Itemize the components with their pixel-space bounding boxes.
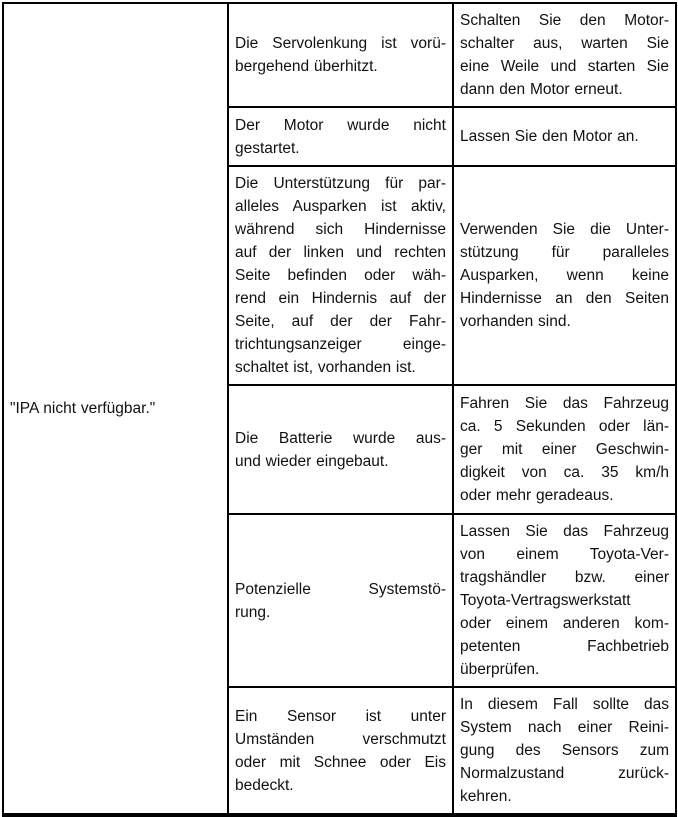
- text-line: Lassen Sie das Fahrzeug: [460, 523, 669, 540]
- text-line: petenten Fachbetrieb: [460, 638, 669, 655]
- solution-cell-3: [453, 166, 676, 385]
- troubleshooting-table: [2, 2, 677, 817]
- text-line: gestartet.: [235, 139, 300, 157]
- text-line: rung.: [235, 603, 271, 621]
- cause-cell-2: [228, 107, 453, 166]
- text-line: ger mit einer Geschwin-: [460, 441, 669, 458]
- text-line: Der Motor wurde nicht: [235, 116, 446, 134]
- text-line: Fahren Sie das Fahrzeug: [460, 395, 669, 412]
- text-line: oder mit Schnee oder Eis: [235, 753, 446, 771]
- solution-cell-6: [453, 687, 676, 815]
- text-line: auf der linken und rechten: [235, 244, 446, 261]
- text-line: Potenzielle Systemstö-: [235, 580, 446, 598]
- text-line: Hindernisse an den Seiten: [460, 290, 669, 307]
- text-line: bedeckt.: [235, 776, 294, 794]
- solution-cell-4: [453, 385, 676, 514]
- message-cell: [3, 3, 228, 815]
- text-line: ca. 5 Sekunden oder län-: [460, 418, 669, 435]
- text-line: tragshändler bzw. einer: [460, 569, 669, 586]
- text-line: Lassen Sie den Motor an.: [460, 128, 639, 145]
- text-line: System nach einer Reini-: [460, 719, 669, 736]
- text-line: oder einem anderen kom-: [460, 615, 669, 632]
- text-line: bergehend überhitzt.: [235, 58, 378, 75]
- text-line: rend ein Hindernis auf der: [235, 290, 446, 307]
- text-line: Seite, auf der der Fahr-: [235, 313, 446, 330]
- text-line: Toyota-Vertragswerkstatt: [460, 592, 631, 609]
- text-line: und wieder eingebaut.: [235, 452, 389, 470]
- text-line: gung des Sensors zum: [460, 742, 669, 759]
- table-row: [3, 3, 676, 107]
- text-line: vorhanden sind.: [460, 313, 571, 330]
- text-line: dann den Motor erneut.: [460, 81, 623, 98]
- text-line: von einem Toyota-Ver-: [460, 546, 669, 563]
- text-line: schalter aus, warten Sie: [460, 35, 669, 52]
- text-line: Die Unterstützung für par-: [235, 175, 446, 192]
- cause-cell-3: [228, 166, 453, 385]
- text-line: alleles Ausparken ist aktiv,: [235, 198, 446, 215]
- cause-cell-4: [228, 385, 453, 514]
- text-line: Umständen verschmutzt: [235, 730, 446, 748]
- text-line: digkeit von ca. 35 km/h: [460, 464, 669, 481]
- solution-cell-2: [453, 107, 676, 166]
- display-message: "IPA nicht verfügbar.": [10, 400, 156, 417]
- text-line: kehren.: [460, 788, 512, 805]
- solution-cell-5: [453, 514, 676, 687]
- manual-page: [0, 2, 678, 811]
- text-line: Schalten Sie den Motor-: [460, 12, 669, 29]
- text-line: Seite befinden oder wäh-: [235, 267, 446, 284]
- text-line: trichtungsanzeiger einge-: [235, 336, 446, 353]
- cause-cell-1: [228, 3, 453, 107]
- text-line: Normalzustand zurück-: [460, 765, 669, 782]
- cause-cell-6: [228, 687, 453, 815]
- text-line: oder mehr geradeaus.: [460, 487, 614, 504]
- solution-cell-1: [453, 3, 676, 107]
- text-line: schaltet ist, vorhanden ist.: [235, 359, 416, 376]
- text-line: eine Weile und starten Sie: [460, 58, 669, 75]
- text-line: Die Servolenkung ist vorü-: [235, 35, 446, 52]
- text-line: überprüfen.: [460, 661, 540, 678]
- text-line: stützung für paralleles: [460, 244, 669, 261]
- cause-cell-5: [228, 514, 453, 687]
- text-line: Ein Sensor ist unter: [235, 707, 446, 725]
- text-line: In diesem Fall sollte das: [460, 696, 669, 713]
- text-line: während sich Hindernisse: [235, 221, 446, 238]
- text-line: Ausparken, wenn keine: [460, 267, 669, 284]
- text-line: Verwenden Sie die Unter-: [460, 221, 669, 238]
- text-line: Die Batterie wurde aus-: [235, 429, 446, 447]
